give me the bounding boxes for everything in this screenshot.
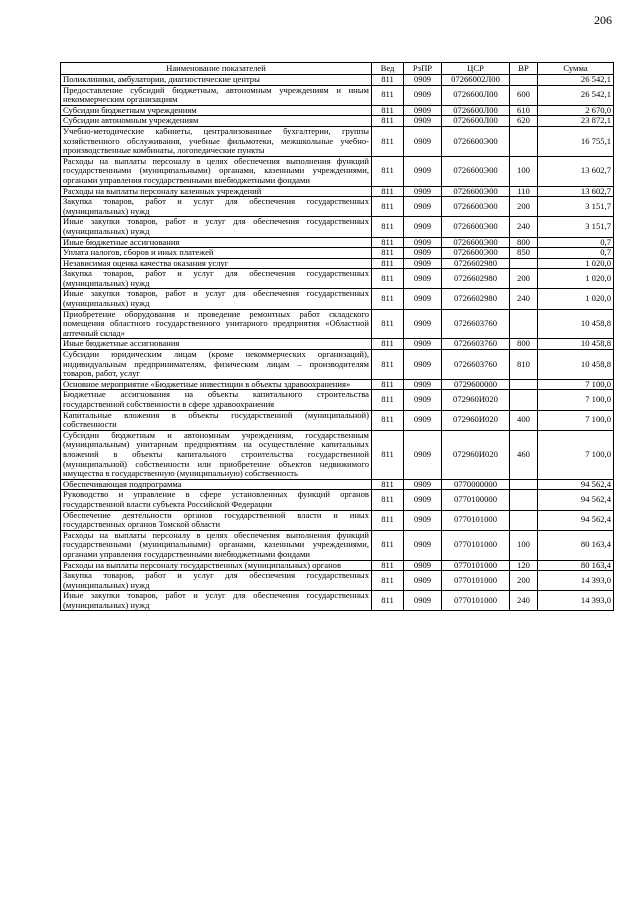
cell-sum: 7 100,0 <box>538 390 614 410</box>
cell-rzpr: 0909 <box>404 197 442 217</box>
table-row <box>61 85 614 105</box>
cell-vr <box>510 490 538 510</box>
cell-csr: 0726602980 <box>442 289 510 309</box>
cell-ved: 811 <box>372 510 404 530</box>
cell-sum: 80 163,4 <box>538 530 614 560</box>
cell-rzpr: 0909 <box>404 490 442 510</box>
cell-csr: 0729600000 <box>442 379 510 390</box>
cell-ved: 811 <box>372 410 404 430</box>
cell-vr: 100 <box>510 156 538 186</box>
cell-vr: 800 <box>510 339 538 350</box>
cell-csr: 0770000000 <box>442 479 510 490</box>
cell-csr: 072960И020 <box>442 410 510 430</box>
table-row <box>61 309 614 339</box>
cell-name: Иные бюджетные ассигнования <box>61 237 372 248</box>
cell-ved: 811 <box>372 530 404 560</box>
cell-rzpr: 0909 <box>404 339 442 350</box>
page-number: 206 <box>594 13 612 27</box>
cell-rzpr: 0909 <box>404 126 442 156</box>
cell-sum: 2 670,0 <box>538 105 614 116</box>
cell-rzpr: 0909 <box>404 510 442 530</box>
cell-name: Учебно-методические кабинеты, централизованные бухгалтерии, группы хозяйственного обслуживания, учебные фильмотеки, межшкольные учебно-производственные комбинаты, логопедические пункты <box>61 126 372 156</box>
cell-rzpr: 0909 <box>404 350 442 380</box>
table-row <box>61 186 614 197</box>
cell-name: Закупка товаров, работ и услуг для обеспечения государственных (муниципальных) нужд <box>61 269 372 289</box>
cell-name: Расходы на выплаты персоналу казенных учреждений <box>61 186 372 197</box>
cell-ved: 811 <box>372 75 404 86</box>
cell-rzpr: 0909 <box>404 560 442 571</box>
header-csr: ЦСР <box>442 63 510 75</box>
table-row <box>61 269 614 289</box>
cell-sum: 3 151,7 <box>538 197 614 217</box>
cell-name: Поликлиники, амбулатории, диагностические центры <box>61 75 372 86</box>
cell-sum: 1 020,0 <box>538 258 614 269</box>
cell-ved: 811 <box>372 390 404 410</box>
cell-sum: 16 755,1 <box>538 126 614 156</box>
table-row <box>61 490 614 510</box>
cell-name: Субсидии бюджетным и автономным учреждениям, государственным (муниципальным) унитарным предприятиям на осуществление капитальных вложений в объекты капитального строительства государственной (муниципальной) собственности или приобретение объектов недвижимого имущества в государственную (муниципальную) собственность <box>61 430 372 479</box>
cell-ved: 811 <box>372 197 404 217</box>
cell-rzpr: 0909 <box>404 248 442 259</box>
cell-csr: 0770101000 <box>442 560 510 571</box>
cell-name: Руководство и управление в сфере установленных функций органов государственной власти субъекта Российской Федерации <box>61 490 372 510</box>
cell-name: Расходы на выплаты персоналу в целях обеспечения выполнения функций государственными (муниципальными) органами, казенными учреждениями, органами управления государственными внебюджетными фондами <box>61 530 372 560</box>
header-vr: ВР <box>510 63 538 75</box>
table-row <box>61 479 614 490</box>
cell-vr: 400 <box>510 410 538 430</box>
cell-ved: 811 <box>372 350 404 380</box>
cell-rzpr: 0909 <box>404 479 442 490</box>
cell-ved: 811 <box>372 479 404 490</box>
table-row <box>61 258 614 269</box>
cell-vr <box>510 390 538 410</box>
cell-sum: 14 393,0 <box>538 571 614 591</box>
cell-ved: 811 <box>372 560 404 571</box>
table-row <box>61 197 614 217</box>
cell-vr: 620 <box>510 116 538 127</box>
cell-ved: 811 <box>372 490 404 510</box>
table-row <box>61 289 614 309</box>
cell-csr: 0726603760 <box>442 350 510 380</box>
cell-sum: 13 602,7 <box>538 156 614 186</box>
cell-sum: 23 872,1 <box>538 116 614 127</box>
cell-csr: 0726602980 <box>442 269 510 289</box>
cell-vr: 200 <box>510 571 538 591</box>
cell-name: Иные бюджетные ассигнования <box>61 339 372 350</box>
cell-sum: 26 542,1 <box>538 85 614 105</box>
table-row <box>61 156 614 186</box>
cell-sum: 1 020,0 <box>538 289 614 309</box>
cell-rzpr: 0909 <box>404 430 442 479</box>
cell-rzpr: 0909 <box>404 379 442 390</box>
table-row <box>61 430 614 479</box>
cell-csr: 0770101000 <box>442 510 510 530</box>
cell-rzpr: 0909 <box>404 410 442 430</box>
cell-csr: 0726600Л00 <box>442 105 510 116</box>
cell-vr: 200 <box>510 269 538 289</box>
cell-csr: 0726600Э00 <box>442 248 510 259</box>
header-sum: Сумма <box>538 63 614 75</box>
cell-rzpr: 0909 <box>404 116 442 127</box>
cell-rzpr: 0909 <box>404 237 442 248</box>
cell-name: Обеспечивающая подпрограмма <box>61 479 372 490</box>
cell-vr <box>510 126 538 156</box>
cell-ved: 811 <box>372 237 404 248</box>
cell-name: Закупка товаров, работ и услуг для обеспечения государственных (муниципальных) нужд <box>61 197 372 217</box>
cell-ved: 811 <box>372 269 404 289</box>
cell-vr <box>510 75 538 86</box>
cell-rzpr: 0909 <box>404 530 442 560</box>
cell-sum: 94 562,4 <box>538 479 614 490</box>
cell-csr: 0726600Л00 <box>442 116 510 127</box>
cell-vr: 810 <box>510 350 538 380</box>
cell-sum: 80 163,4 <box>538 560 614 571</box>
cell-ved: 811 <box>372 217 404 237</box>
cell-ved: 811 <box>372 116 404 127</box>
cell-vr <box>510 309 538 339</box>
cell-csr: 072960И020 <box>442 430 510 479</box>
cell-rzpr: 0909 <box>404 85 442 105</box>
cell-vr: 120 <box>510 560 538 571</box>
cell-vr: 850 <box>510 248 538 259</box>
cell-sum: 13 602,7 <box>538 186 614 197</box>
cell-vr: 240 <box>510 289 538 309</box>
table-row <box>61 350 614 380</box>
cell-vr: 800 <box>510 237 538 248</box>
cell-name: Субсидии автономным учреждениям <box>61 116 372 127</box>
cell-name: Независимая оценка качества оказания услуг <box>61 258 372 269</box>
cell-name: Расходы на выплаты персоналу в целях обеспечения выполнения функций государственными (муниципальными) органами, казенными учреждениями, органами управления государственными внебюджетными фондами <box>61 156 372 186</box>
table-row <box>61 591 614 611</box>
table-body <box>61 75 614 611</box>
cell-ved: 811 <box>372 339 404 350</box>
cell-sum: 0,7 <box>538 237 614 248</box>
cell-csr: 0726600Э00 <box>442 186 510 197</box>
cell-csr: 0726600Э00 <box>442 156 510 186</box>
cell-ved: 811 <box>372 379 404 390</box>
table-header-row <box>61 63 614 75</box>
header-rzpr: РзПР <box>404 63 442 75</box>
cell-sum: 14 393,0 <box>538 591 614 611</box>
cell-vr: 240 <box>510 217 538 237</box>
cell-csr: 0726603760 <box>442 339 510 350</box>
table-row <box>61 105 614 116</box>
cell-sum: 1 020,0 <box>538 269 614 289</box>
table-row <box>61 217 614 237</box>
cell-vr: 100 <box>510 530 538 560</box>
table-row <box>61 390 614 410</box>
table-row <box>61 571 614 591</box>
cell-csr: 0726600Э00 <box>442 217 510 237</box>
cell-ved: 811 <box>372 309 404 339</box>
cell-name: Основное мероприятие «Бюджетные инвестиции в объекты здравоохранения» <box>61 379 372 390</box>
cell-ved: 811 <box>372 126 404 156</box>
cell-csr: 0770101000 <box>442 591 510 611</box>
table-row <box>61 248 614 259</box>
cell-sum: 10 458,8 <box>538 350 614 380</box>
cell-vr: 600 <box>510 85 538 105</box>
cell-sum: 10 458,8 <box>538 339 614 350</box>
cell-sum: 0,7 <box>538 248 614 259</box>
cell-csr: 0770101000 <box>442 530 510 560</box>
cell-csr: 07266002Л00 <box>442 75 510 86</box>
cell-sum: 7 100,0 <box>538 430 614 479</box>
cell-vr: 610 <box>510 105 538 116</box>
cell-csr: 0726600Э00 <box>442 237 510 248</box>
cell-vr <box>510 258 538 269</box>
cell-csr: 0770100000 <box>442 490 510 510</box>
cell-ved: 811 <box>372 85 404 105</box>
cell-rzpr: 0909 <box>404 289 442 309</box>
cell-ved: 811 <box>372 105 404 116</box>
cell-name: Субсидии бюджетным учреждениям <box>61 105 372 116</box>
table-row <box>61 560 614 571</box>
cell-csr: 0726603760 <box>442 309 510 339</box>
cell-rzpr: 0909 <box>404 105 442 116</box>
cell-rzpr: 0909 <box>404 309 442 339</box>
cell-rzpr: 0909 <box>404 186 442 197</box>
cell-csr: 072960И020 <box>442 390 510 410</box>
header-ved: Вед <box>372 63 404 75</box>
cell-rzpr: 0909 <box>404 156 442 186</box>
cell-vr: 110 <box>510 186 538 197</box>
cell-rzpr: 0909 <box>404 217 442 237</box>
cell-name: Бюджетные ассигнования на объекты капитального строительства государственной собственности в сфере здравоохранения <box>61 390 372 410</box>
header-name: Наименование показателей <box>61 63 372 75</box>
budget-table <box>60 62 614 611</box>
cell-rzpr: 0909 <box>404 269 442 289</box>
cell-rzpr: 0909 <box>404 571 442 591</box>
cell-csr: 0726600Э00 <box>442 126 510 156</box>
cell-vr <box>510 510 538 530</box>
cell-sum: 94 562,4 <box>538 510 614 530</box>
cell-name: Иные закупки товаров, работ и услуг для обеспечения государственных (муниципальных) нужд <box>61 217 372 237</box>
cell-name: Иные закупки товаров, работ и услуг для обеспечения государственных (муниципальных) нужд <box>61 289 372 309</box>
cell-csr: 0726600Л00 <box>442 85 510 105</box>
cell-vr <box>510 379 538 390</box>
cell-ved: 811 <box>372 248 404 259</box>
cell-csr: 0726602980 <box>442 258 510 269</box>
cell-name: Обеспечение деятельности органов государственной власти и иных государственных органов Томской области <box>61 510 372 530</box>
cell-rzpr: 0909 <box>404 75 442 86</box>
cell-name: Уплата налогов, сборов и иных платежей <box>61 248 372 259</box>
cell-rzpr: 0909 <box>404 390 442 410</box>
cell-vr: 240 <box>510 591 538 611</box>
cell-vr <box>510 479 538 490</box>
cell-sum: 94 562,4 <box>538 490 614 510</box>
table-row <box>61 75 614 86</box>
cell-vr: 460 <box>510 430 538 479</box>
cell-ved: 811 <box>372 258 404 269</box>
cell-ved: 811 <box>372 186 404 197</box>
cell-sum: 10 458,8 <box>538 309 614 339</box>
cell-name: Капитальные вложения в объекты государственной (муниципальной) собственности <box>61 410 372 430</box>
table-row <box>61 530 614 560</box>
cell-sum: 7 100,0 <box>538 410 614 430</box>
cell-sum: 26 542,1 <box>538 75 614 86</box>
cell-name: Расходы на выплаты персоналу государственных (муниципальных) органов <box>61 560 372 571</box>
cell-ved: 811 <box>372 430 404 479</box>
cell-rzpr: 0909 <box>404 258 442 269</box>
cell-name: Субсидии юридическим лицам (кроме некоммерческих организаций), индивидуальным предпринимателям, физическим лицам – производителям товаров, работ, услуг <box>61 350 372 380</box>
cell-name: Приобретение оборудования и проведение ремонтных работ складского помещения областного государственного унитарного предприятия «Областной аптечный склад» <box>61 309 372 339</box>
table-row <box>61 126 614 156</box>
cell-vr: 200 <box>510 197 538 217</box>
cell-ved: 811 <box>372 571 404 591</box>
cell-sum: 7 100,0 <box>538 379 614 390</box>
cell-ved: 811 <box>372 289 404 309</box>
cell-name: Закупка товаров, работ и услуг для обеспечения государственных (муниципальных) нужд <box>61 571 372 591</box>
table-row <box>61 339 614 350</box>
cell-ved: 811 <box>372 591 404 611</box>
table-row <box>61 237 614 248</box>
cell-csr: 0770101000 <box>442 571 510 591</box>
table-row <box>61 116 614 127</box>
table-row <box>61 410 614 430</box>
cell-csr: 0726600Э00 <box>442 197 510 217</box>
cell-name: Предоставление субсидий бюджетным, автономным учреждениям и иным некоммерческим организациям <box>61 85 372 105</box>
table-row <box>61 379 614 390</box>
cell-name: Иные закупки товаров, работ и услуг для обеспечения государственных (муниципальных) нужд <box>61 591 372 611</box>
table-row <box>61 510 614 530</box>
cell-rzpr: 0909 <box>404 591 442 611</box>
cell-ved: 811 <box>372 156 404 186</box>
cell-sum: 3 151,7 <box>538 217 614 237</box>
